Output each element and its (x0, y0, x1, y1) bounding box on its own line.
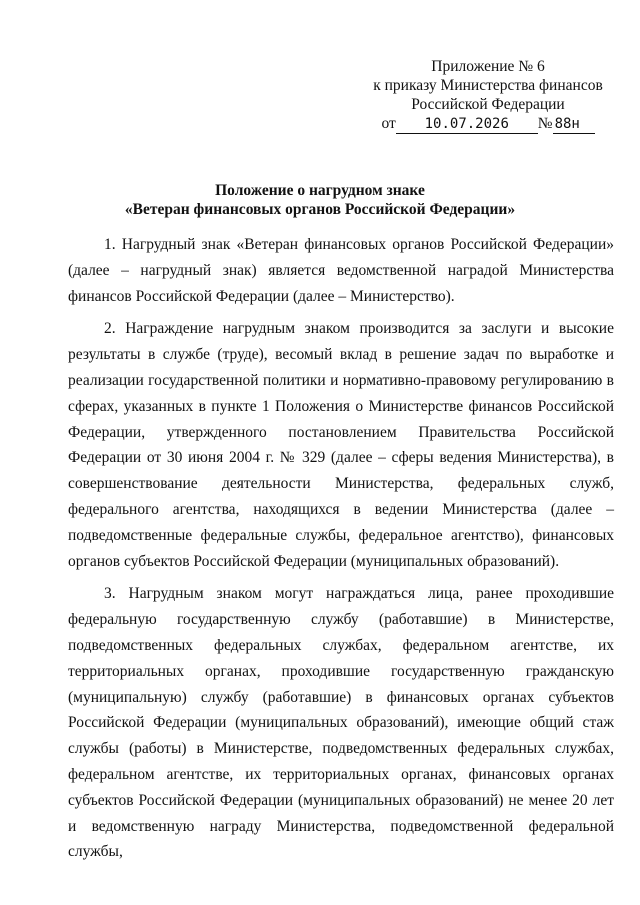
title-line-2: «Ветеран финансовых органов Российской Федерации» (124, 201, 516, 218)
paragraph-2: 2. Награждение нагрудным знаком производится за заслуги и высокие результаты в службе (труде), весомый вклад в решение задач по выработке и реализации государственной политики и нормативно-правовому регулированию в сферах, указанных в пункте 1 Положения о Министерстве финансов Российской Федерации, утвержденного постановлением Правительства Российской Федерации от 30 июня 2004 г. № 329 (далее – сферы ведения Министерства), в совершенствование деятельности Министерства, федеральных служб, федерального агентства, находящихся в ведении Министерства (далее – подведомственные федеральные службы, федеральное агентство), финансовых органов субъектов Российской Федерации (муниципальных образований). (68, 320, 614, 570)
paragraph-3: 3. Нагрудным знаком могут награждаться лица, ранее проходившие федеральную государственную службу (работавшие) в Министерстве, подведомственных федеральных службах, федеральном агентстве, их территориальных органах, проходившие государственную гражданскую (муниципальную) службу (работавшие) в финансовых органах субъектов Российской Федерации (муниципальных образований), имеющие общий стаж службы (работы) в Министерстве, подведомственных федеральных службах, федеральном агентстве, их территориальных органах, финансовых органах субъектов Российской Федерации (муниципальных образований) не менее 20 лет и ведомственную награду Министерства, подведомственной федеральной службы, (68, 585, 614, 861)
number-prefix: № (537, 115, 553, 132)
document-title (0, 181, 640, 219)
paragraph-1: 1. Нагрудный знак «Ветеран финансовых органов Российской Федерации» (далее – нагрудный знак) является ведомственной наградой Министерства финансов Российской Федерации (далее – Министерство). (68, 236, 614, 305)
order-number: 88н (553, 116, 595, 134)
order-date-line (372, 114, 604, 134)
order-reference: к приказу Министерства финансов (373, 77, 603, 94)
title-line-1: Положение о нагрудном знаке (215, 182, 425, 199)
order-date: 10.07.2026 (396, 116, 538, 134)
date-prefix: от (381, 115, 396, 132)
appendix-number: Приложение № 6 (431, 58, 545, 75)
ministry-name: Российской Федерации (411, 96, 565, 113)
document-body (68, 232, 614, 865)
appendix-header (372, 57, 604, 134)
